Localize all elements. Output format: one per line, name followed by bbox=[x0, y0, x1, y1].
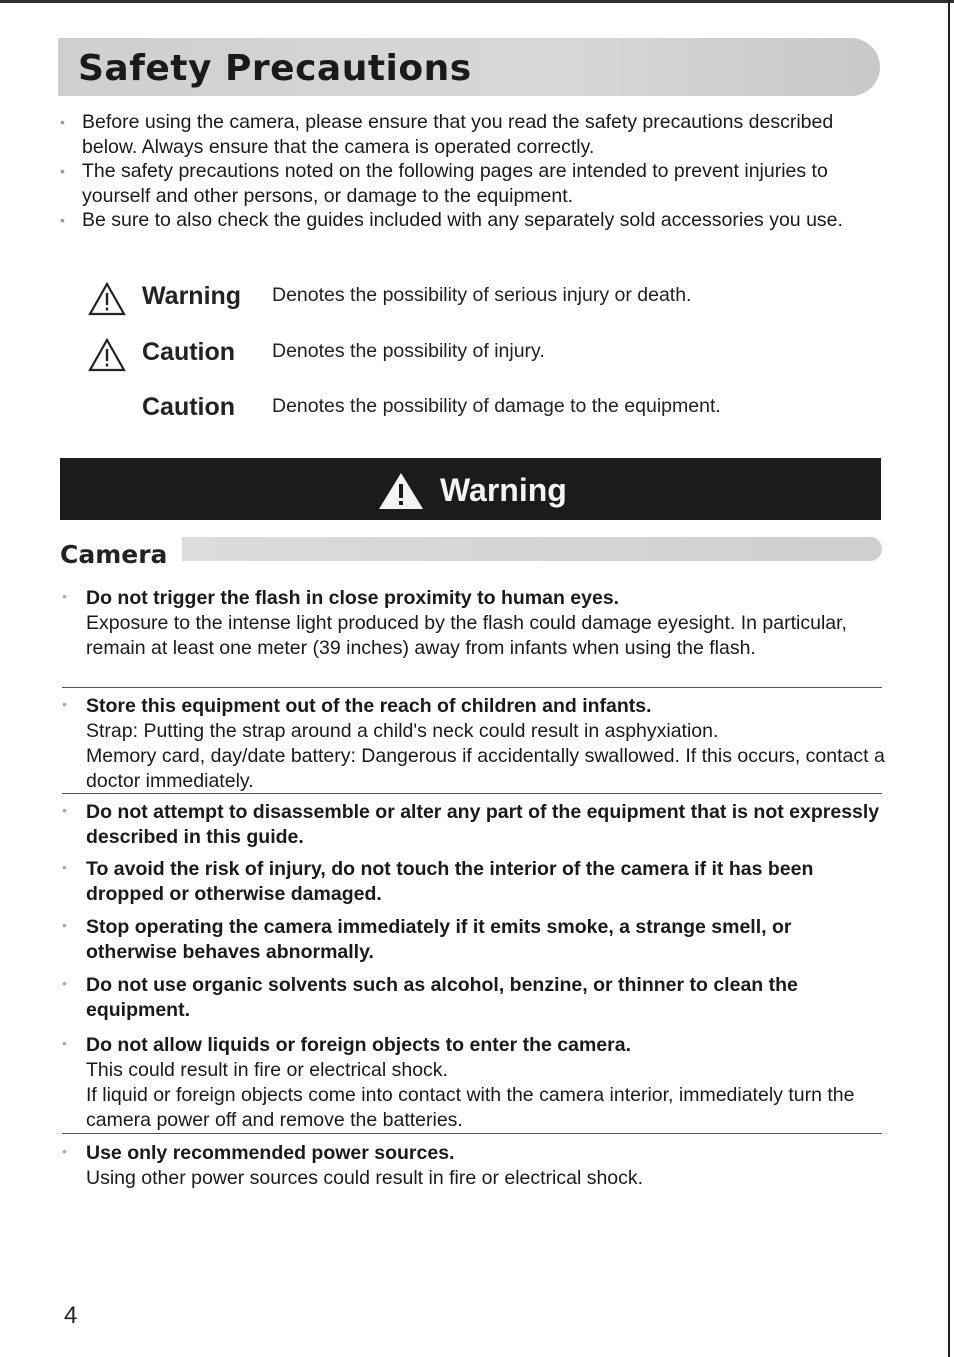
bullet-icon: • bbox=[62, 1143, 67, 1159]
item-divider bbox=[62, 687, 882, 688]
page-number: 4 bbox=[64, 1302, 78, 1329]
legend-description: Denotes the possibility of serious injury or death. bbox=[272, 284, 692, 306]
item-body: This could result in fire or electrical shock. bbox=[86, 1059, 448, 1081]
item-heading: Do not allow liquids or foreign objects to enter the camera. bbox=[86, 1034, 631, 1056]
warning-triangle-outline-icon bbox=[88, 338, 126, 372]
page-top-edge bbox=[0, 0, 954, 3]
section-heading-rule bbox=[182, 537, 882, 561]
item-heading: Use only recommended power sources. bbox=[86, 1142, 455, 1164]
legend-description: Denotes the possibility of injury. bbox=[272, 340, 545, 362]
section-heading: Camera bbox=[60, 540, 168, 569]
intro-item: • Be sure to also check the guides included with any separately sold accessories you use. bbox=[58, 208, 878, 233]
legend-row-caution-equipment bbox=[88, 391, 788, 431]
legend-term: Warning bbox=[142, 282, 242, 310]
item-divider bbox=[62, 1133, 882, 1134]
bullet-icon: • bbox=[62, 696, 67, 712]
item-body: Using other power sources could result in fire or electrical shock. bbox=[86, 1167, 644, 1189]
item-heading: Do not use organic solvents such as alcohol, benzine, or thinner to clean the equipment. bbox=[86, 974, 798, 1021]
bullet-icon: • bbox=[62, 975, 67, 991]
item-body: Strap: Putting the strap around a child's neck could result in asphyxiation. bbox=[86, 720, 719, 742]
legend-description: Denotes the possibility of damage to the equipment. bbox=[272, 395, 721, 417]
legend-row-caution-injury bbox=[88, 336, 788, 376]
bullet-icon: • bbox=[62, 588, 67, 604]
legend-term: Caution bbox=[142, 338, 236, 366]
intro-list bbox=[58, 110, 878, 233]
warning-triangle-filled-icon bbox=[378, 472, 424, 510]
bullet-icon: • bbox=[62, 1035, 67, 1051]
legend-row-warning bbox=[88, 280, 788, 320]
bullet-icon: • bbox=[62, 859, 67, 875]
item-body: Memory card, day/date battery: Dangerous if accidentally swallowed. If this occurs, contact a doctor immediately. bbox=[86, 745, 885, 792]
item-heading: Do not attempt to disassemble or alter any part of the equipment that is not expressly described in this guide. bbox=[86, 801, 880, 848]
page-right-edge bbox=[948, 0, 950, 1357]
warning-section-title: Warning bbox=[440, 472, 567, 508]
bullet-icon: • bbox=[62, 917, 67, 933]
page-title: Safety Precautions bbox=[78, 48, 472, 89]
item-divider bbox=[62, 793, 882, 794]
item-body: If liquid or foreign objects come into contact with the camera interior, immediately turn the camera power off and remove the batteries. bbox=[86, 1084, 855, 1131]
item-heading: Store this equipment out of the reach of children and infants. bbox=[86, 695, 652, 717]
item-heading: To avoid the risk of injury, do not touch the interior of the camera if it has been dropped or otherwise damaged. bbox=[86, 858, 814, 905]
intro-item: • Before using the camera, please ensure that you read the safety precautions described below. Always ensure that the camera is operated correctly. bbox=[58, 110, 878, 159]
intro-item: • The safety precautions noted on the following pages are intended to prevent injuries to yourself and other persons, or damage to the equipment. bbox=[58, 159, 878, 208]
item-heading: Do not trigger the flash in close proximity to human eyes. bbox=[86, 587, 620, 609]
item-heading: Stop operating the camera immediately if it emits smoke, a strange smell, or otherwise behaves abnormally. bbox=[86, 916, 792, 963]
bullet-icon: • bbox=[62, 802, 67, 818]
legend-term: Caution bbox=[142, 393, 236, 421]
warning-triangle-outline-icon bbox=[88, 282, 126, 316]
item-body: Exposure to the intense light produced by the flash could damage eyesight. In particular, remain at least one meter (39 inches) away from infants when using the flash. bbox=[86, 612, 847, 659]
